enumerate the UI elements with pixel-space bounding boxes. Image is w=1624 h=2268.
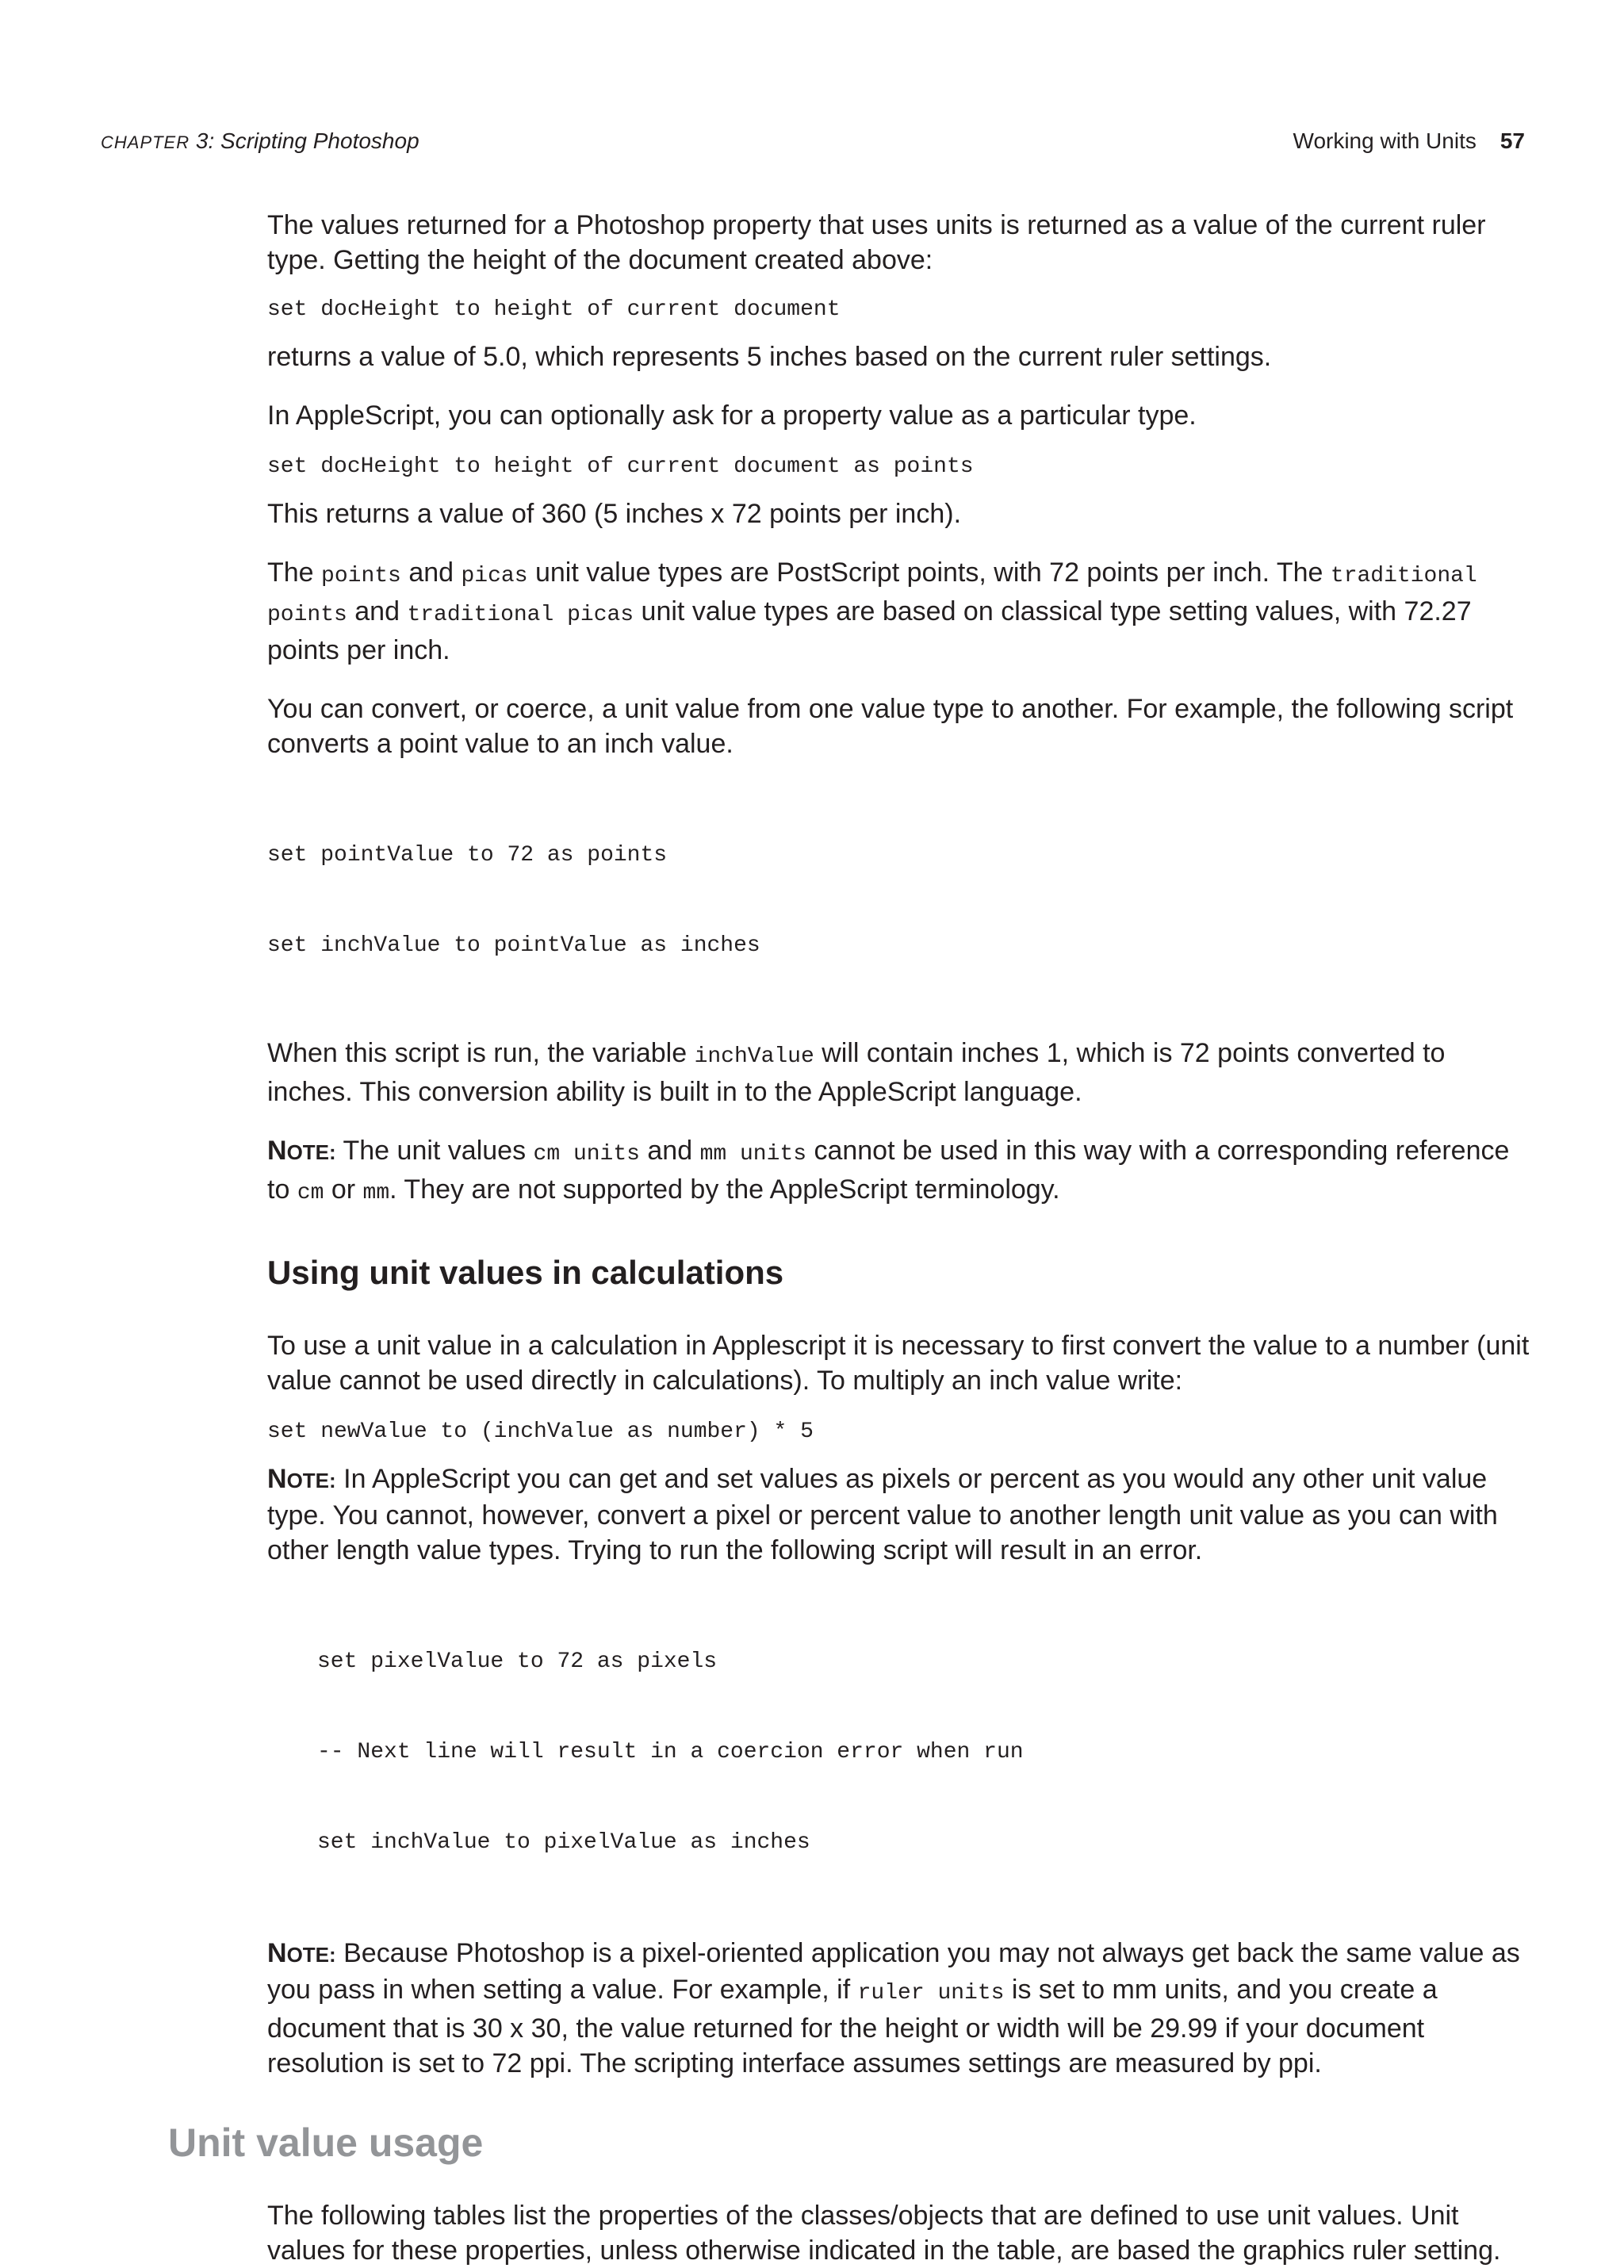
chapter-title [101,125,419,159]
subsection-heading: Using unit values in calculations [267,1254,784,1291]
code-line: set inchValue to pixelValue as inches [317,1830,810,1855]
code-block [267,1587,1536,1918]
code-line: set pointValue to 72 as points [267,843,668,868]
page-body [168,208,1536,2268]
paragraph: In AppleScript, you can optionally ask for a property value as a particular type. [267,400,1197,431]
inline-code: ruler units [857,1981,1005,2006]
paragraph: The following tables list the properties of the classes/objects that are defined to use unit values. Unit values for these properties, unless otherwise indicated in the table, are based the graphics ruler setting. [267,2201,1501,2266]
inline-code: traditional picas [407,603,634,627]
inline-code: cm units [533,1142,640,1167]
note-label: NOTE: [267,1136,336,1166]
inline-code: mm [362,1181,390,1205]
code-line: set pixelValue to 72 as pixels [317,1649,718,1674]
section-heading: Unit value usage [168,2121,484,2165]
inline-code: points [321,564,401,588]
code-block: set docHeight to height of current document [267,297,841,322]
paragraph: The values returned for a Photoshop property that uses units is returned as a value of the current ruler type. Getting the height of the document created above: [267,210,1486,275]
note-label: NOTE: [267,1938,336,1968]
note: NOTE: The unit values cm units and mm units cannot be used in this way with a corresponding reference to cm or mm. They are not supported by the AppleScript terminology. [267,1136,1510,1205]
code-line: set inchValue to pointValue as inches [267,933,760,958]
inline-code: picas [461,564,528,588]
page-header [101,125,1525,157]
paragraph: returns a value of 5.0, which represents 5 inches based on the current ruler settings. [267,342,1272,372]
paragraph: To use a unit value in a calculation in Applescript it is necessary to first convert the value to a number (unit value cannot be used directly in calculations). To multiply an inch value write: [267,1331,1530,1396]
code-block: set docHeight to height of current document as points [267,454,974,479]
inline-code: traditional points [267,564,1477,627]
paragraph: This returns a value of 360 (5 inches x 72 points per inch). [267,499,962,529]
note: NOTE: In AppleScript you can get and set values as pixels or percent as you would any other unit value type. You cannot, however, convert a pixel or percent value to another length unit value as you can with other length value types. Trying to run the following script will result in an error. [267,1464,1498,1565]
code-block [267,780,1536,1021]
inline-code: cm [297,1181,324,1205]
code-line: -- Next line will result in a coercion error when run [317,1740,1024,1764]
chapter-rest: 3: Scripting Photoshop [190,128,419,153]
paragraph-point-types: The points and picas unit value types are PostScript points, with 72 points per inch. The traditional points and traditional picas unit value types are based on classical type setting values, with 72.27 points per inch. [267,557,1477,665]
inline-code: mm units [699,1142,806,1167]
note: NOTE: Because Photoshop is a pixel-oriented application you may not always get back the same value as you pass in when setting a value. For example, if ruler units is set to mm units, and you create a document that is 30 x 30, the value returned for the height or width will be 29.99 if your document resolution is set to 72 ppi. The scripting interface assumes settings are measured by ppi. [267,1938,1520,2078]
page-number: 57 [1500,128,1525,153]
chapter-prefix: CHAPTER [101,132,190,152]
paragraph: You can convert, or coerce, a unit value from one value type to another. For example, the following script converts a point value to an inch value. [267,694,1514,759]
paragraph: When this script is run, the variable inchValue will contain inches 1, which is 72 points converted to inches. This conversion ability is built in to the AppleScript language. [267,1038,1446,1107]
inline-code: inchValue [694,1044,814,1069]
code-block: set newValue to (inchValue as number) * 5 [267,1419,814,1444]
section-title: Working with Units [1293,128,1477,153]
note-label: NOTE: [267,1464,336,1494]
running-head [1293,125,1525,157]
